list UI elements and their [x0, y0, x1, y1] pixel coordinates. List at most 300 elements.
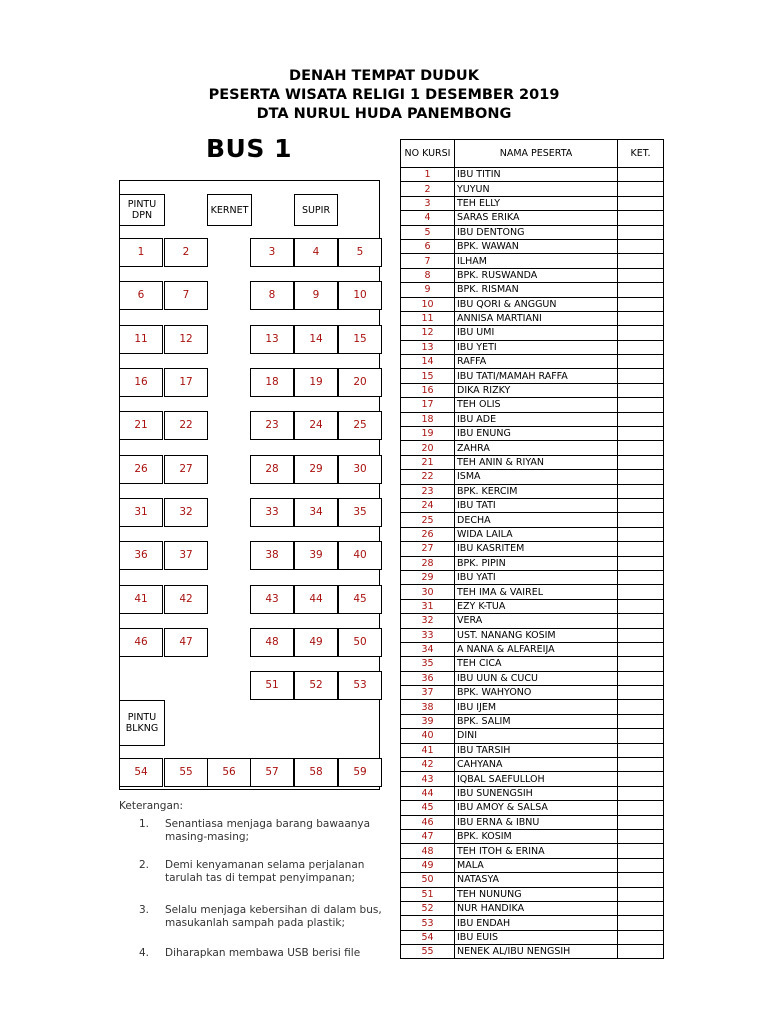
note-number: 4. — [139, 947, 150, 959]
table-row — [401, 182, 664, 196]
seat-number-cell: 52 — [401, 901, 455, 915]
ket-cell — [618, 542, 664, 556]
seat-10: 10 — [338, 281, 382, 310]
ket-cell — [618, 311, 664, 325]
seat-38: 38 — [250, 541, 294, 570]
ket-cell — [618, 427, 664, 441]
seat-8: 8 — [250, 281, 294, 310]
seat-number-cell: 1 — [401, 168, 455, 182]
title-line-2: PESERTA WISATA RELIGI 1 DESEMBER 2019 — [208, 87, 560, 103]
participant-name-cell: IBU TITIN — [455, 168, 618, 182]
ket-cell — [618, 513, 664, 527]
participant-name-cell: DINI — [455, 729, 618, 743]
note-text: Senantiasa menjaga barang bawaanya masing-masing; — [165, 818, 371, 843]
participant-name-cell: BPK. KOSIM — [455, 829, 618, 843]
seat-22: 22 — [164, 411, 208, 440]
table-row — [401, 196, 664, 210]
table-row — [401, 168, 664, 182]
note-number: 3. — [139, 904, 150, 916]
participant-name-cell: VERA — [455, 614, 618, 628]
seat-19: 19 — [294, 368, 338, 397]
participant-name-cell: YUYUN — [455, 182, 618, 196]
seat-number-cell: 33 — [401, 628, 455, 642]
seat-number-cell: 38 — [401, 700, 455, 714]
seat-35: 35 — [338, 498, 382, 527]
participant-name-cell: RAFFA — [455, 355, 618, 369]
seat-number-cell: 47 — [401, 829, 455, 843]
participant-name-cell: IBU IJEM — [455, 700, 618, 714]
ket-cell — [618, 801, 664, 815]
ket-cell — [618, 254, 664, 268]
seat-number-cell: 45 — [401, 801, 455, 815]
seat-7: 7 — [164, 281, 208, 310]
participant-name-cell: IBU DENTONG — [455, 225, 618, 239]
seat-46: 46 — [119, 628, 163, 657]
seat-39: 39 — [294, 541, 338, 570]
table-row — [401, 887, 664, 901]
ket-cell — [618, 686, 664, 700]
col-header-name: NAMA PESERTA — [455, 140, 618, 168]
table-row — [401, 527, 664, 541]
table-row — [401, 772, 664, 786]
table-row — [401, 700, 664, 714]
seat-number-cell: 43 — [401, 772, 455, 786]
seat-6: 6 — [119, 281, 163, 310]
table-row — [401, 369, 664, 383]
ket-cell — [618, 297, 664, 311]
ket-cell — [618, 916, 664, 930]
participant-name-cell: IBU TATI/MAMAH RAFFA — [455, 369, 618, 383]
participant-name-cell: A NANA & ALFAREIJA — [455, 642, 618, 656]
seat-number-cell: 42 — [401, 758, 455, 772]
participant-name-cell: SARAS ERIKA — [455, 211, 618, 225]
table-row — [401, 686, 664, 700]
seat-number-cell: 41 — [401, 743, 455, 757]
table-row — [401, 455, 664, 469]
seat-5: 5 — [338, 238, 382, 267]
table-header-row — [401, 140, 664, 168]
participant-name-cell: IBU TATI — [455, 498, 618, 512]
seat-53: 53 — [338, 671, 382, 700]
table-row — [401, 801, 664, 815]
seat-number-cell: 25 — [401, 513, 455, 527]
seat-42: 42 — [164, 585, 208, 614]
participant-name-cell: IBU ADE — [455, 412, 618, 426]
seat-number-cell: 39 — [401, 714, 455, 728]
ket-cell — [618, 628, 664, 642]
seat-number-cell: 29 — [401, 570, 455, 584]
ket-cell — [618, 383, 664, 397]
ket-cell — [618, 239, 664, 253]
seat-number-cell: 55 — [401, 945, 455, 959]
seat-47: 47 — [164, 628, 208, 657]
seat-number-cell: 46 — [401, 815, 455, 829]
seat-1: 1 — [119, 238, 163, 267]
seat-number-cell: 24 — [401, 498, 455, 512]
table-row — [401, 642, 664, 656]
ket-cell — [618, 283, 664, 297]
seat-2: 2 — [164, 238, 208, 267]
participant-name-cell: DIKA RIZKY — [455, 383, 618, 397]
ket-cell — [618, 441, 664, 455]
seat-30: 30 — [338, 455, 382, 484]
seat-number-cell: 49 — [401, 858, 455, 872]
ket-cell — [618, 556, 664, 570]
participant-name-cell: BPK. WAWAN — [455, 239, 618, 253]
seat-18: 18 — [250, 368, 294, 397]
ket-cell — [618, 168, 664, 182]
seat-44: 44 — [294, 585, 338, 614]
participant-name-cell: IBU TARSIH — [455, 743, 618, 757]
ket-cell — [618, 671, 664, 685]
table-row — [401, 254, 664, 268]
participant-name-cell: TEH OLIS — [455, 398, 618, 412]
seat-number-cell: 17 — [401, 398, 455, 412]
participant-name-cell: TEH IMA & VAIREL — [455, 585, 618, 599]
participant-name-cell: EZY K-TUA — [455, 599, 618, 613]
table-row — [401, 916, 664, 930]
seat-52: 52 — [294, 671, 338, 700]
seat-number-cell: 40 — [401, 729, 455, 743]
seat-41: 41 — [119, 585, 163, 614]
table-row — [401, 844, 664, 858]
seat-14: 14 — [294, 325, 338, 354]
table-row — [401, 383, 664, 397]
participant-name-cell: IBU ENDAH — [455, 916, 618, 930]
table-row — [401, 628, 664, 642]
seat-number-cell: 10 — [401, 297, 455, 311]
participant-name-cell: IBU KASRITEM — [455, 542, 618, 556]
table-row — [401, 729, 664, 743]
participant-name-cell: ISMA — [455, 470, 618, 484]
seat-number-cell: 6 — [401, 239, 455, 253]
participant-name-cell: ANNISA MARTIANI — [455, 311, 618, 325]
seat-number-cell: 48 — [401, 844, 455, 858]
seat-25: 25 — [338, 411, 382, 440]
table-row — [401, 671, 664, 685]
seat-number-cell: 11 — [401, 311, 455, 325]
table-row — [401, 225, 664, 239]
participant-table — [400, 139, 664, 959]
ket-cell — [618, 570, 664, 584]
seat-3: 3 — [250, 238, 294, 267]
seat-49: 49 — [294, 628, 338, 657]
seat-4: 4 — [294, 238, 338, 267]
seat-43: 43 — [250, 585, 294, 614]
seat-20: 20 — [338, 368, 382, 397]
table-row — [401, 355, 664, 369]
table-row — [401, 542, 664, 556]
seat-number-cell: 7 — [401, 254, 455, 268]
table-row — [401, 901, 664, 915]
ket-cell — [618, 614, 664, 628]
participant-name-cell: TEH NUNUNG — [455, 887, 618, 901]
seat-number-cell: 36 — [401, 671, 455, 685]
ket-cell — [618, 772, 664, 786]
participant-name-cell: BPK. PIPIN — [455, 556, 618, 570]
table-row — [401, 239, 664, 253]
ket-cell — [618, 211, 664, 225]
seat-number-cell: 16 — [401, 383, 455, 397]
seat-number-cell: 20 — [401, 441, 455, 455]
ket-cell — [618, 340, 664, 354]
participant-name-cell: IBU QORI & ANGGUN — [455, 297, 618, 311]
ket-cell — [618, 412, 664, 426]
table-row — [401, 297, 664, 311]
seat-45: 45 — [338, 585, 382, 614]
participant-name-cell: IBU ENUNG — [455, 427, 618, 441]
ket-cell — [618, 225, 664, 239]
ket-cell — [618, 714, 664, 728]
seat-number-cell: 34 — [401, 642, 455, 656]
seat-number-cell: 8 — [401, 268, 455, 282]
table-row — [401, 268, 664, 282]
participant-name-cell: WIDA LAILA — [455, 527, 618, 541]
ket-cell — [618, 829, 664, 843]
seat-48: 48 — [250, 628, 294, 657]
table-row — [401, 614, 664, 628]
driver-box: SUPIR — [294, 194, 338, 226]
col-header-ket: KET. — [618, 140, 664, 168]
participant-name-cell: IBU UUN & CUCU — [455, 671, 618, 685]
notes-heading: Keterangan: — [119, 800, 184, 812]
ket-cell — [618, 527, 664, 541]
seat-number-cell: 9 — [401, 283, 455, 297]
seat-57: 57 — [250, 758, 294, 787]
seat-58: 58 — [294, 758, 338, 787]
seat-36: 36 — [119, 541, 163, 570]
seat-55: 55 — [164, 758, 208, 787]
ket-cell — [618, 498, 664, 512]
seat-number-cell: 3 — [401, 196, 455, 210]
seat-number-cell: 51 — [401, 887, 455, 901]
conductor-box: KERNET — [207, 194, 252, 226]
participant-name-cell: MALA — [455, 858, 618, 872]
ket-cell — [618, 355, 664, 369]
table-row — [401, 283, 664, 297]
ket-cell — [618, 758, 664, 772]
seat-24: 24 — [294, 411, 338, 440]
seat-number-cell: 26 — [401, 527, 455, 541]
participant-name-cell: NUR HANDIKA — [455, 901, 618, 915]
seat-number-cell: 31 — [401, 599, 455, 613]
seat-32: 32 — [164, 498, 208, 527]
seat-56: 56 — [207, 758, 251, 787]
front-door-label: PINTU DPN — [119, 194, 165, 226]
seat-number-cell: 12 — [401, 326, 455, 340]
seat-21: 21 — [119, 411, 163, 440]
table-row — [401, 743, 664, 757]
seat-28: 28 — [250, 455, 294, 484]
seat-number-cell: 15 — [401, 369, 455, 383]
ket-cell — [618, 268, 664, 282]
participant-name-cell: IBU SUNENGSIH — [455, 786, 618, 800]
seat-13: 13 — [250, 325, 294, 354]
seat-number-cell: 35 — [401, 657, 455, 671]
table-row — [401, 570, 664, 584]
participant-name-cell: ZAHRA — [455, 441, 618, 455]
seat-54: 54 — [119, 758, 163, 787]
seat-number-cell: 23 — [401, 484, 455, 498]
ket-cell — [618, 873, 664, 887]
participant-name-cell: NENEK AL/IBU NENGSIH — [455, 945, 618, 959]
seat-number-cell: 22 — [401, 470, 455, 484]
participant-name-cell: UST. NANANG KOSIM — [455, 628, 618, 642]
ket-cell — [618, 585, 664, 599]
seat-15: 15 — [338, 325, 382, 354]
participant-name-cell: TEH ELLY — [455, 196, 618, 210]
ket-cell — [618, 930, 664, 944]
table-row — [401, 585, 664, 599]
seat-number-cell: 21 — [401, 455, 455, 469]
participant-name-cell: TEH CICA — [455, 657, 618, 671]
seat-number-cell: 27 — [401, 542, 455, 556]
back-door-label: PINTU BLKNG — [119, 700, 165, 746]
ket-cell — [618, 844, 664, 858]
table-row — [401, 786, 664, 800]
participant-name-cell: IBU UMI — [455, 326, 618, 340]
participant-name-cell: BPK. WAHYONO — [455, 686, 618, 700]
participant-name-cell: IBU ERNA & IBNU — [455, 815, 618, 829]
participant-name-cell: TEH ANIN & RIYAN — [455, 455, 618, 469]
seat-40: 40 — [338, 541, 382, 570]
seat-number-cell: 18 — [401, 412, 455, 426]
seat-number-cell: 50 — [401, 873, 455, 887]
seat-number-cell: 28 — [401, 556, 455, 570]
seat-number-cell: 30 — [401, 585, 455, 599]
note-number: 2. — [139, 859, 150, 871]
participant-name-cell: IQBAL SAEFULLOH — [455, 772, 618, 786]
table-row — [401, 311, 664, 325]
seat-27: 27 — [164, 455, 208, 484]
participant-name-cell: DECHA — [455, 513, 618, 527]
seat-16: 16 — [119, 368, 163, 397]
ket-cell — [618, 470, 664, 484]
note-number: 1. — [139, 818, 150, 830]
table-row — [401, 815, 664, 829]
title-line-3: DTA NURUL HUDA PANEMBONG — [256, 106, 512, 122]
table-row — [401, 412, 664, 426]
participant-name-cell: BPK. SALIM — [455, 714, 618, 728]
ket-cell — [618, 858, 664, 872]
ket-cell — [618, 484, 664, 498]
ket-cell — [618, 642, 664, 656]
table-row — [401, 945, 664, 959]
seat-9: 9 — [294, 281, 338, 310]
ket-cell — [618, 743, 664, 757]
table-row — [401, 513, 664, 527]
participant-name-cell: IBU YETI — [455, 340, 618, 354]
participant-name-cell: IBU EUIS — [455, 930, 618, 944]
participant-name-cell: IBU YATI — [455, 570, 618, 584]
table-row — [401, 599, 664, 613]
ket-cell — [618, 196, 664, 210]
note-text: Demi kenyamanan selama perjalanan tarulah tas di tempat penyimpanan; — [165, 859, 365, 884]
seat-59: 59 — [338, 758, 382, 787]
seat-number-cell: 14 — [401, 355, 455, 369]
seat-17: 17 — [164, 368, 208, 397]
seat-23: 23 — [250, 411, 294, 440]
participant-name-cell: ILHAM — [455, 254, 618, 268]
table-body — [401, 168, 664, 959]
participant-name-cell: CAHYANA — [455, 758, 618, 772]
ket-cell — [618, 786, 664, 800]
ket-cell — [618, 901, 664, 915]
seat-51: 51 — [250, 671, 294, 700]
seat-number-cell: 13 — [401, 340, 455, 354]
seat-26: 26 — [119, 455, 163, 484]
table-row — [401, 211, 664, 225]
participant-name-cell: BPK. RISMAN — [455, 283, 618, 297]
seat-number-cell: 2 — [401, 182, 455, 196]
seat-number-cell: 53 — [401, 916, 455, 930]
ket-cell — [618, 369, 664, 383]
ket-cell — [618, 657, 664, 671]
ket-cell — [618, 700, 664, 714]
seat-11: 11 — [119, 325, 163, 354]
ket-cell — [618, 599, 664, 613]
ket-cell — [618, 398, 664, 412]
seat-number-cell: 4 — [401, 211, 455, 225]
table-row — [401, 858, 664, 872]
table-row — [401, 714, 664, 728]
seat-29: 29 — [294, 455, 338, 484]
ket-cell — [618, 729, 664, 743]
seat-number-cell: 37 — [401, 686, 455, 700]
table-row — [401, 498, 664, 512]
col-header-no: NO KURSI — [401, 140, 455, 168]
table-row — [401, 829, 664, 843]
table-row — [401, 398, 664, 412]
note-text: Diharapkan membawa USB berisi file — [165, 947, 361, 959]
seat-31: 31 — [119, 498, 163, 527]
table-row — [401, 873, 664, 887]
table-row — [401, 427, 664, 441]
table-row — [401, 441, 664, 455]
bus-title: BUS 1 — [206, 134, 292, 163]
ket-cell — [618, 326, 664, 340]
seat-33: 33 — [250, 498, 294, 527]
seat-number-cell: 19 — [401, 427, 455, 441]
table-row — [401, 470, 664, 484]
seat-number-cell: 32 — [401, 614, 455, 628]
seat-37: 37 — [164, 541, 208, 570]
seat-12: 12 — [164, 325, 208, 354]
table-row — [401, 657, 664, 671]
table-row — [401, 340, 664, 354]
note-text: Selalu menjaga kebersihan di dalam bus, masukanlah sampah pada plastik; — [165, 904, 382, 929]
seat-number-cell: 54 — [401, 930, 455, 944]
seat-34: 34 — [294, 498, 338, 527]
table-row — [401, 484, 664, 498]
participant-name-cell: BPK. RUSWANDA — [455, 268, 618, 282]
participant-name-cell: IBU AMOY & SALSA — [455, 801, 618, 815]
ket-cell — [618, 455, 664, 469]
ket-cell — [618, 887, 664, 901]
table-row — [401, 326, 664, 340]
table-row — [401, 758, 664, 772]
title-line-1: DENAH TEMPAT DUDUK — [289, 68, 479, 84]
participant-name-cell: NATASYA — [455, 873, 618, 887]
table-row — [401, 930, 664, 944]
seat-number-cell: 5 — [401, 225, 455, 239]
ket-cell — [618, 182, 664, 196]
seat-number-cell: 44 — [401, 786, 455, 800]
participant-name-cell: BPK. KERCIM — [455, 484, 618, 498]
seat-50: 50 — [338, 628, 382, 657]
participant-name-cell: TEH ITOH & ERINA — [455, 844, 618, 858]
ket-cell — [618, 815, 664, 829]
